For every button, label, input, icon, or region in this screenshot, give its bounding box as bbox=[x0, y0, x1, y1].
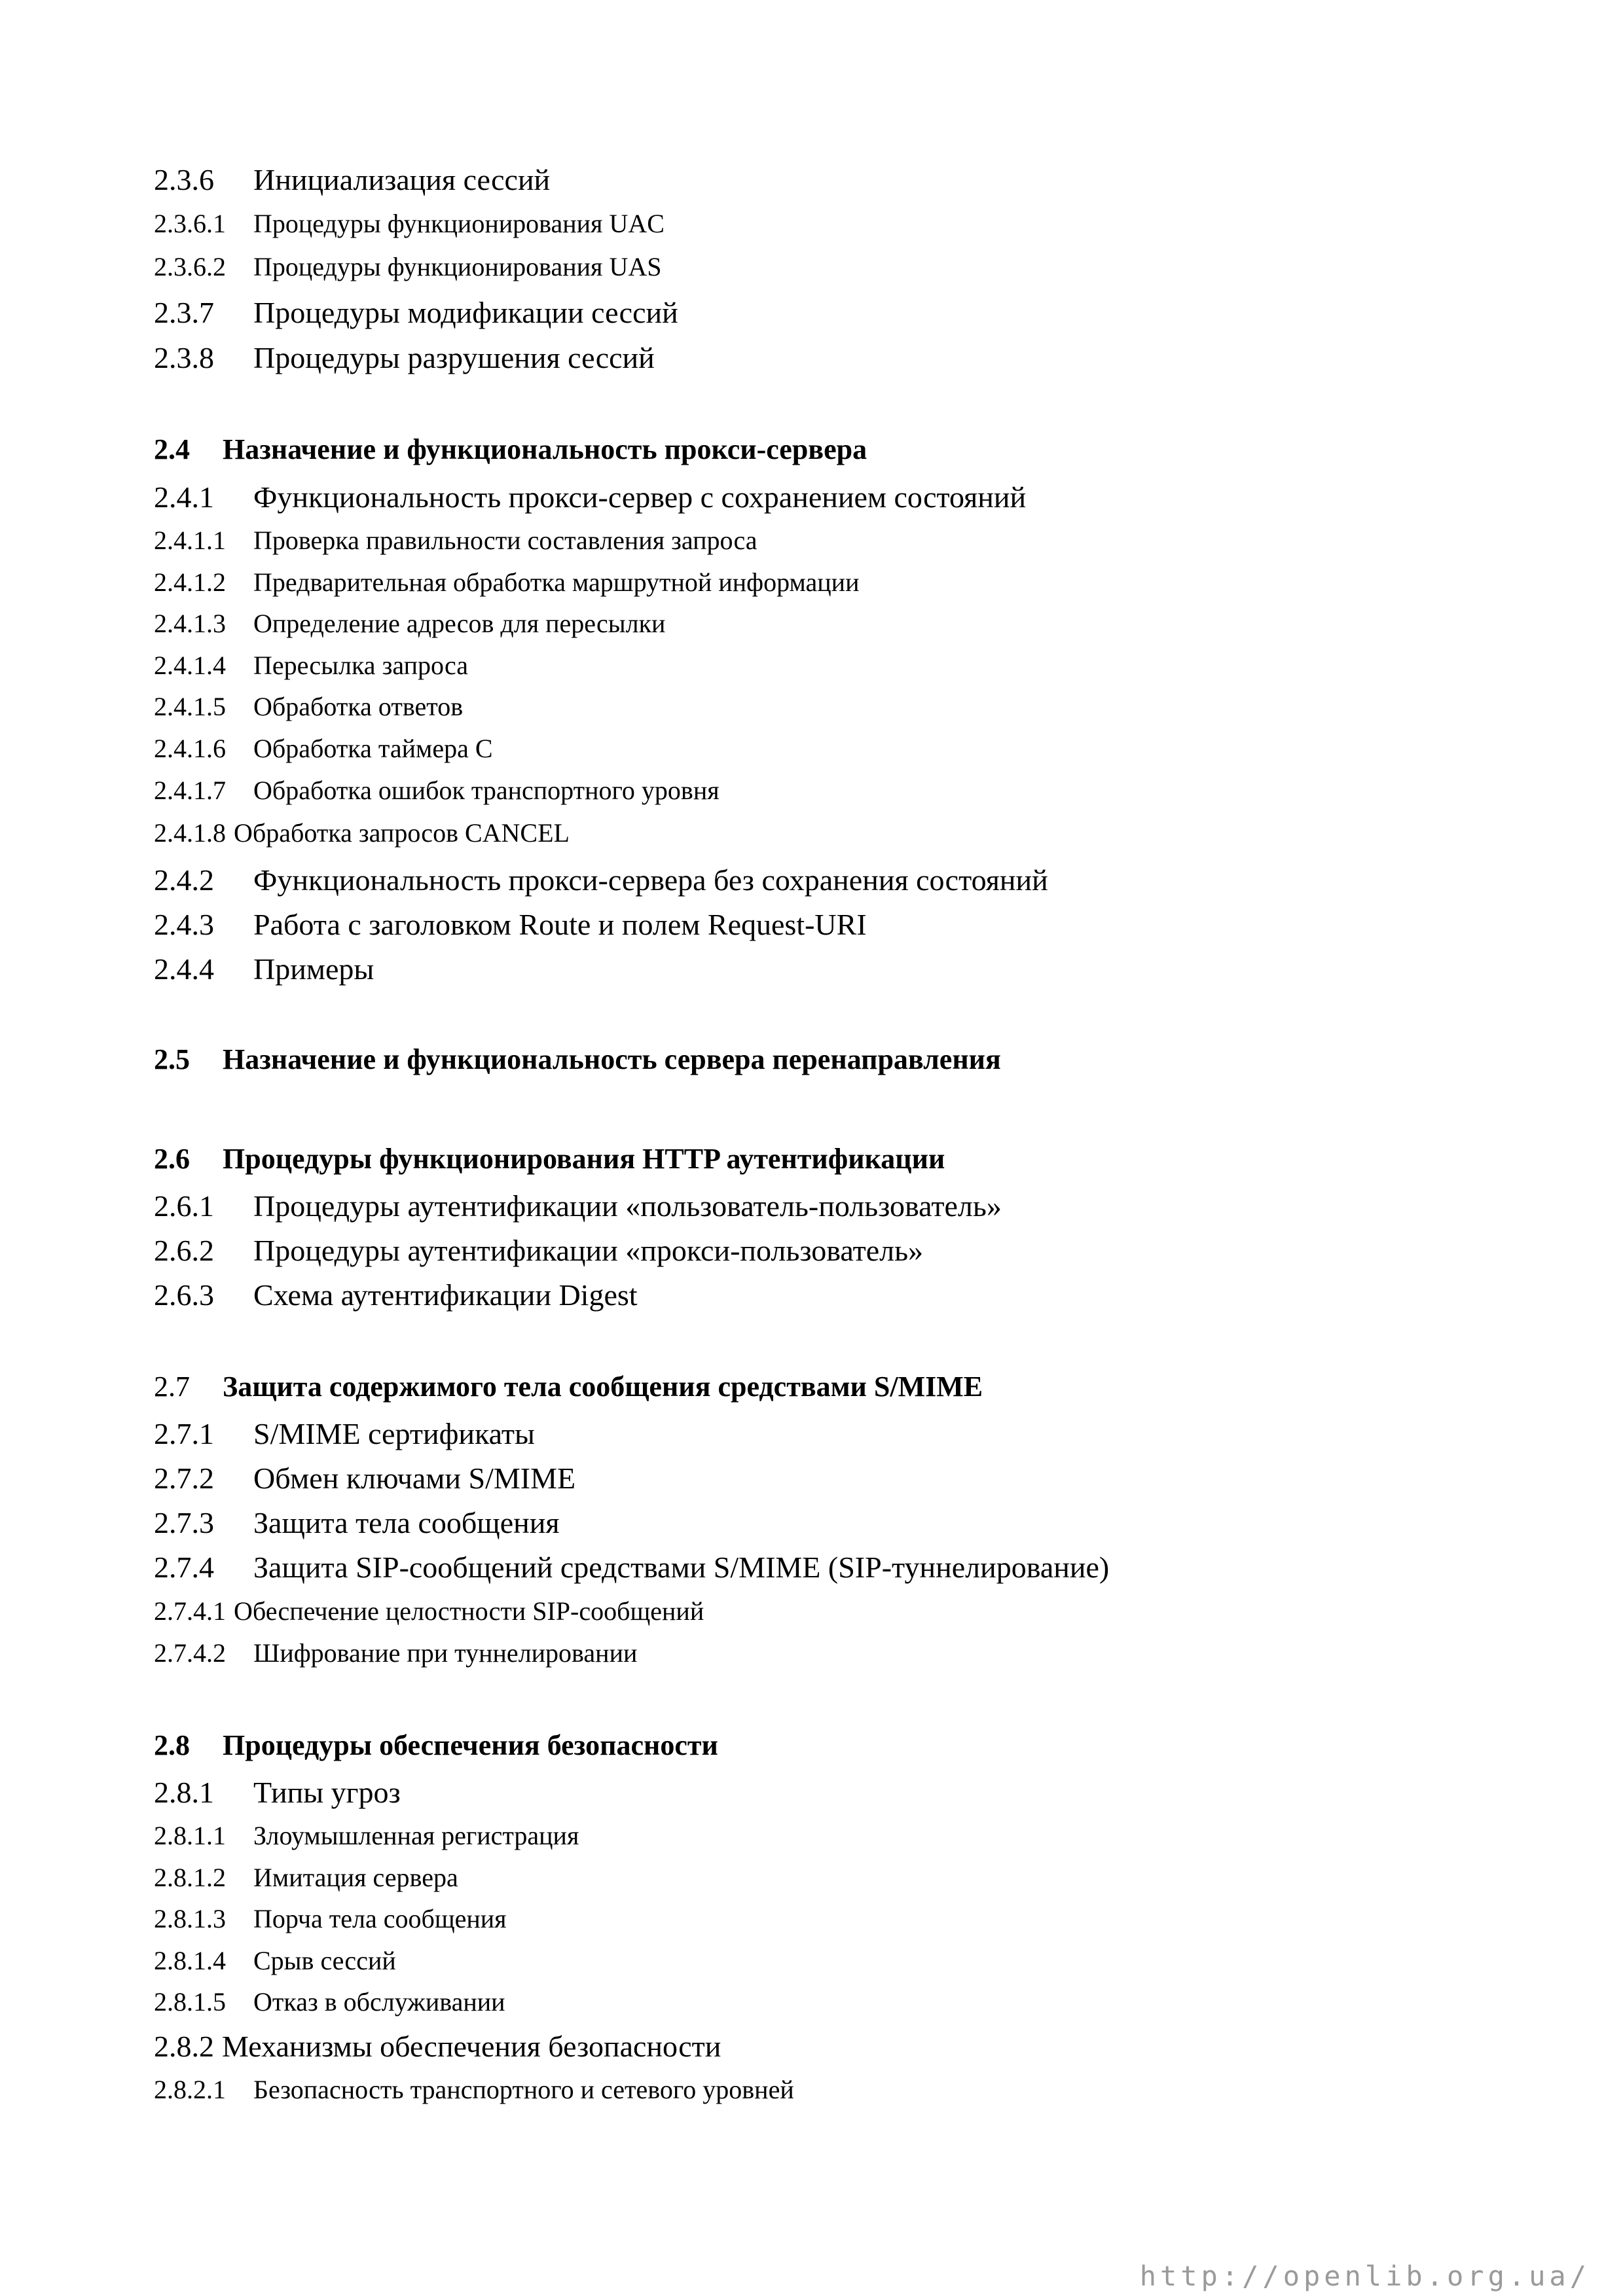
toc-entry-number: 2.8.2 bbox=[154, 2030, 214, 2063]
toc-entry-title: Защита SIP-сообщений средствами S/MIME (SIP-туннелирование) bbox=[253, 1551, 1110, 1584]
toc-entry-title: Обработка ошибок транспортного уровня bbox=[253, 776, 720, 805]
toc-entry bbox=[154, 1508, 560, 1538]
toc-entry-number: 2.7.2 bbox=[154, 1462, 214, 1495]
toc-entry bbox=[154, 954, 374, 984]
toc-entry bbox=[154, 865, 1048, 895]
toc-entry bbox=[154, 1865, 458, 1891]
toc-entry-number: 2.8.1.5 bbox=[154, 1987, 226, 2017]
toc-entry-title: Порча тела сообщения bbox=[253, 1904, 507, 1933]
toc-entry-title: Процедуры аутентификации «прокси-пользователь» bbox=[253, 1234, 924, 1267]
toc-entry-number: 2.7.4 bbox=[154, 1551, 214, 1584]
toc-entry-number: 2.7.3 bbox=[154, 1506, 214, 1539]
toc-entry-title: Обработка запросов CANCEL bbox=[234, 818, 570, 848]
toc-entry bbox=[154, 343, 655, 373]
toc-entry-title: Проверка правильности составления запроса bbox=[253, 526, 757, 555]
toc-entry bbox=[154, 1989, 505, 2015]
site-watermark: http://openlib.org.ua/ bbox=[1139, 2260, 1590, 2292]
toc-entry-number: 2.4.1.4 bbox=[154, 651, 226, 680]
toc-entry-title: Отказ в обслуживании bbox=[253, 1987, 505, 2017]
toc-entry-title: Обработка ответов bbox=[253, 692, 464, 721]
toc-entry-title: Злоумышленная регистрация bbox=[253, 1821, 579, 1850]
toc-entry-number: 2.4.1.7 bbox=[154, 776, 226, 805]
toc-entry-number: 2.3.6 bbox=[154, 163, 214, 196]
toc-entry bbox=[154, 1906, 507, 1932]
toc-entry-number: 2.6.3 bbox=[154, 1278, 214, 1312]
toc-entry-title: Функциональность прокси-сервер с сохранением состояний bbox=[253, 480, 1027, 514]
toc-entry-title: Шифрование при туннелировании bbox=[253, 1638, 638, 1668]
toc-entry-number: 2.7.4.2 bbox=[154, 1638, 226, 1668]
section-heading bbox=[154, 1731, 718, 1760]
section-heading bbox=[154, 435, 867, 464]
toc-entry bbox=[154, 1948, 396, 1974]
toc-entry-title: Обеспечение целостности SIP-сообщений bbox=[234, 1596, 704, 1626]
toc-entry-number: 2.8.1.2 bbox=[154, 1863, 226, 1892]
toc-entry-title: Работа с заголовком Route и полем Request-URI bbox=[253, 908, 867, 941]
toc-entry-title: Обработка таймера С bbox=[253, 734, 493, 763]
toc-entry-title: Обмен ключами S/MIME bbox=[253, 1462, 576, 1495]
toc-entry-title: Схема аутентификации Digest bbox=[253, 1278, 638, 1312]
section-title: Процедуры функционирования HTTP аутентификации bbox=[223, 1143, 945, 1175]
toc-entry-title: Инициализация сессий bbox=[253, 163, 551, 196]
toc-entry-title: Процедуры аутентификации «пользователь-пользователь» bbox=[253, 1189, 1002, 1223]
toc-entry-title: Процедуры разрушения сессий bbox=[253, 341, 655, 374]
toc-entry-number: 2.4.1.8 bbox=[154, 818, 226, 848]
toc-entry-number: 2.8.2.1 bbox=[154, 2075, 226, 2104]
toc-entry-number: 2.4.1.6 bbox=[154, 734, 226, 763]
toc-entry-number: 2.6.1 bbox=[154, 1189, 214, 1223]
toc-entry-number: 2.4.1.5 bbox=[154, 692, 226, 721]
toc-entry bbox=[154, 1419, 535, 1449]
toc-entry-title: Предварительная обработка маршрутной информации bbox=[253, 567, 860, 597]
toc-entry bbox=[154, 482, 1026, 512]
toc-entry-number: 2.4.1 bbox=[154, 480, 214, 514]
toc-entry bbox=[154, 694, 463, 720]
toc-entry-title: Типы угроз bbox=[253, 1776, 401, 1809]
toc-entry bbox=[154, 736, 493, 762]
toc-entry bbox=[154, 2077, 794, 2103]
toc-entry bbox=[154, 910, 867, 940]
toc-entry-number: 2.6.2 bbox=[154, 1234, 214, 1267]
toc-entry bbox=[154, 1191, 1002, 1221]
toc-entry bbox=[154, 1823, 579, 1849]
toc-entry-title: Пересылка запроса bbox=[253, 651, 468, 680]
toc-entry-title: Процедуры функционирования UAS bbox=[253, 252, 662, 281]
toc-entry-title: Функциональность прокси-сервера без сохранения состояний bbox=[253, 863, 1048, 897]
section-title: Назначение и функциональность сервера перенаправления bbox=[223, 1043, 1001, 1075]
section-heading bbox=[154, 1372, 983, 1401]
toc-entry bbox=[154, 1778, 401, 1808]
toc-entry-title: S/MIME сертификаты bbox=[253, 1417, 535, 1450]
toc-entry bbox=[154, 1552, 1109, 1583]
toc-entry bbox=[154, 1236, 923, 1266]
toc-entry bbox=[154, 778, 720, 804]
toc-entry bbox=[154, 528, 757, 554]
toc-entry-number: 2.7.1 bbox=[154, 1417, 214, 1450]
toc-entry-title: Процедуры модификации сессий bbox=[253, 296, 678, 329]
section-number: 2.7 bbox=[154, 1371, 190, 1403]
toc-entry-number: 2.3.6.1 bbox=[154, 209, 226, 238]
toc-entry bbox=[154, 569, 859, 596]
toc-entry-title: Защита тела сообщения bbox=[253, 1506, 560, 1539]
section-number: 2.8 bbox=[154, 1729, 190, 1761]
toc-entry bbox=[154, 1640, 637, 1666]
section-number: 2.4 bbox=[154, 433, 190, 465]
toc-entry-number: 2.8.1.1 bbox=[154, 1821, 226, 1850]
toc-entry-number: 2.4.1.2 bbox=[154, 567, 226, 597]
toc-entry-number: 2.3.6.2 bbox=[154, 252, 226, 281]
toc-entry-title: Процедуры функционирования UAC bbox=[253, 209, 665, 238]
toc-entry bbox=[154, 653, 468, 679]
toc-entry bbox=[154, 2032, 721, 2062]
toc-entry-title: Примеры bbox=[253, 952, 374, 986]
toc-entry bbox=[154, 165, 550, 195]
toc-entry-number: 2.4.4 bbox=[154, 952, 214, 986]
toc-entry bbox=[154, 298, 678, 328]
toc-entry-number: 2.8.1 bbox=[154, 1776, 214, 1809]
toc-entry bbox=[154, 1280, 638, 1310]
section-number: 2.6 bbox=[154, 1143, 190, 1175]
toc-entry-number: 2.4.3 bbox=[154, 908, 214, 941]
section-title: Процедуры обеспечения безопасности bbox=[223, 1729, 718, 1761]
section-heading bbox=[154, 1045, 1001, 1074]
toc-entry bbox=[154, 820, 570, 846]
section-number: 2.5 bbox=[154, 1043, 190, 1075]
toc-entry-number: 2.8.1.4 bbox=[154, 1946, 226, 1975]
section-heading bbox=[154, 1145, 945, 1174]
toc-entry-title: Имитация сервера bbox=[253, 1863, 458, 1892]
toc-entry-title: Срыв сессий bbox=[253, 1946, 396, 1975]
toc-entry-number: 2.4.1.1 bbox=[154, 526, 226, 555]
toc-entry-number: 2.4.2 bbox=[154, 863, 214, 897]
toc-entry bbox=[154, 254, 661, 280]
toc-entry-number: 2.3.7 bbox=[154, 296, 214, 329]
toc-entry bbox=[154, 1598, 704, 1624]
toc-entry-number: 2.8.1.3 bbox=[154, 1904, 226, 1933]
toc-entry-number: 2.3.8 bbox=[154, 341, 214, 374]
toc-entry-title: Механизмы обеспечения безопасности bbox=[222, 2030, 721, 2063]
toc-entry-title: Безопасность транспортного и сетевого уровней bbox=[253, 2075, 794, 2104]
toc-entry-number: 2.4.1.3 bbox=[154, 609, 226, 638]
toc-entry bbox=[154, 1463, 575, 1494]
toc-entry bbox=[154, 211, 665, 237]
toc-entry-title: Определение адресов для пересылки bbox=[253, 609, 666, 638]
section-title: Назначение и функциональность прокси-сервера bbox=[223, 433, 867, 465]
toc-entry bbox=[154, 611, 665, 637]
section-title: Защита содержимого тела сообщения средствами S/MIME bbox=[223, 1371, 983, 1403]
toc-entry-number: 2.7.4.1 bbox=[154, 1596, 226, 1626]
